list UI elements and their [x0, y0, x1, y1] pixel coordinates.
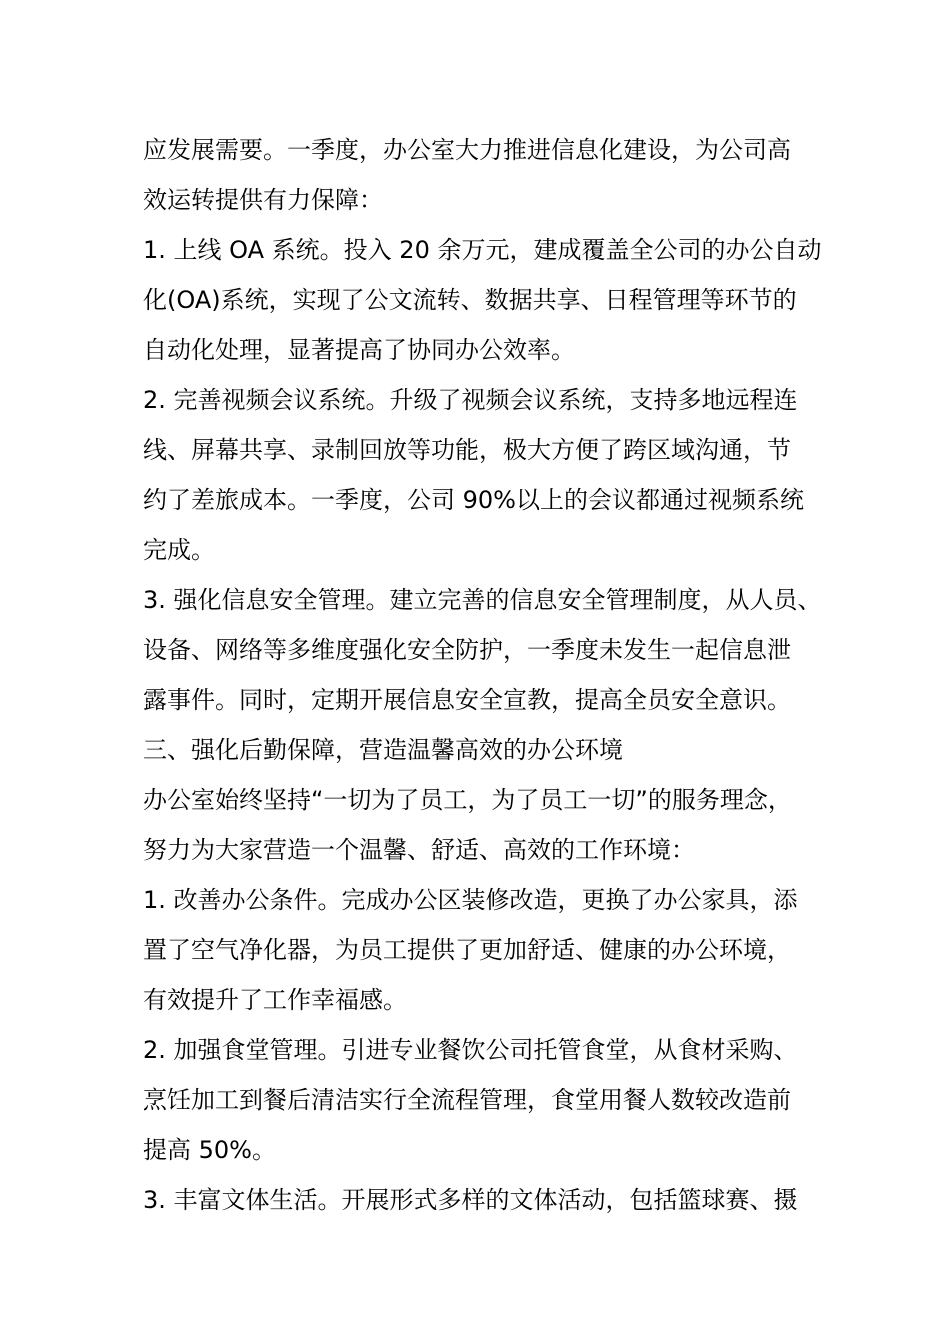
text-line: 1. 改善办公条件。完成办公区装修改造，更换了办公家具，添 [143, 886, 798, 914]
text-line: 1. 上线 OA 系统。投入 20 余万元，建成覆盖全公司的办公自动 [143, 236, 822, 264]
text-line: 效运转提供有力保障： [143, 186, 383, 214]
text-line: 3. 丰富文体生活。开展形式多样的文体活动，包括篮球赛、摄 [143, 1186, 798, 1214]
text-line: 烹饪加工到餐后清洁实行全流程管理，食堂用餐人数较改造前 [143, 1086, 791, 1114]
text-line: 提高 50%。 [143, 1136, 276, 1164]
text-line: 自动化处理，显著提高了协同办公效率。 [143, 336, 575, 364]
text-line: 3. 强化信息安全管理。建立完善的信息安全管理制度，从人员、 [143, 586, 822, 614]
text-line: 化(OA)系统，实现了公文流转、数据共享、日程管理等环节的 [143, 286, 797, 314]
text-line: 置了空气净化器，为员工提供了更加舒适、健康的办公环境， [143, 936, 791, 964]
text-line: 有效提升了工作幸福感。 [143, 986, 407, 1014]
section-heading: 三、强化后勤保障，营造温馨高效的办公环境 [143, 736, 623, 764]
document-body [143, 125, 823, 1225]
text-line: 努力为大家营造一个温馨、舒适、高效的工作环境： [143, 836, 695, 864]
text-line: 露事件。同时，定期开展信息安全宣教，提高全员安全意识。 [143, 686, 791, 714]
text-line: 2. 完善视频会议系统。升级了视频会议系统，支持多地远程连 [143, 386, 798, 414]
text-line: 2. 加强食堂管理。引进专业餐饮公司托管食堂，从食材采购、 [143, 1036, 798, 1064]
text-line: 办公室始终坚持“一切为了员工，为了员工一切”的服务理念， [143, 786, 792, 814]
text-line: 完成。 [143, 536, 215, 564]
text-line: 应发展需要。一季度，办公室大力推进信息化建设，为公司高 [143, 136, 791, 164]
text-line: 约了差旅成本。一季度，公司 90%以上的会议都通过视频系统 [143, 486, 804, 514]
text-line: 线、屏幕共享、录制回放等功能，极大方便了跨区域沟通，节 [143, 436, 791, 464]
text-line: 设备、网络等多维度强化安全防护，一季度未发生一起信息泄 [143, 636, 791, 664]
